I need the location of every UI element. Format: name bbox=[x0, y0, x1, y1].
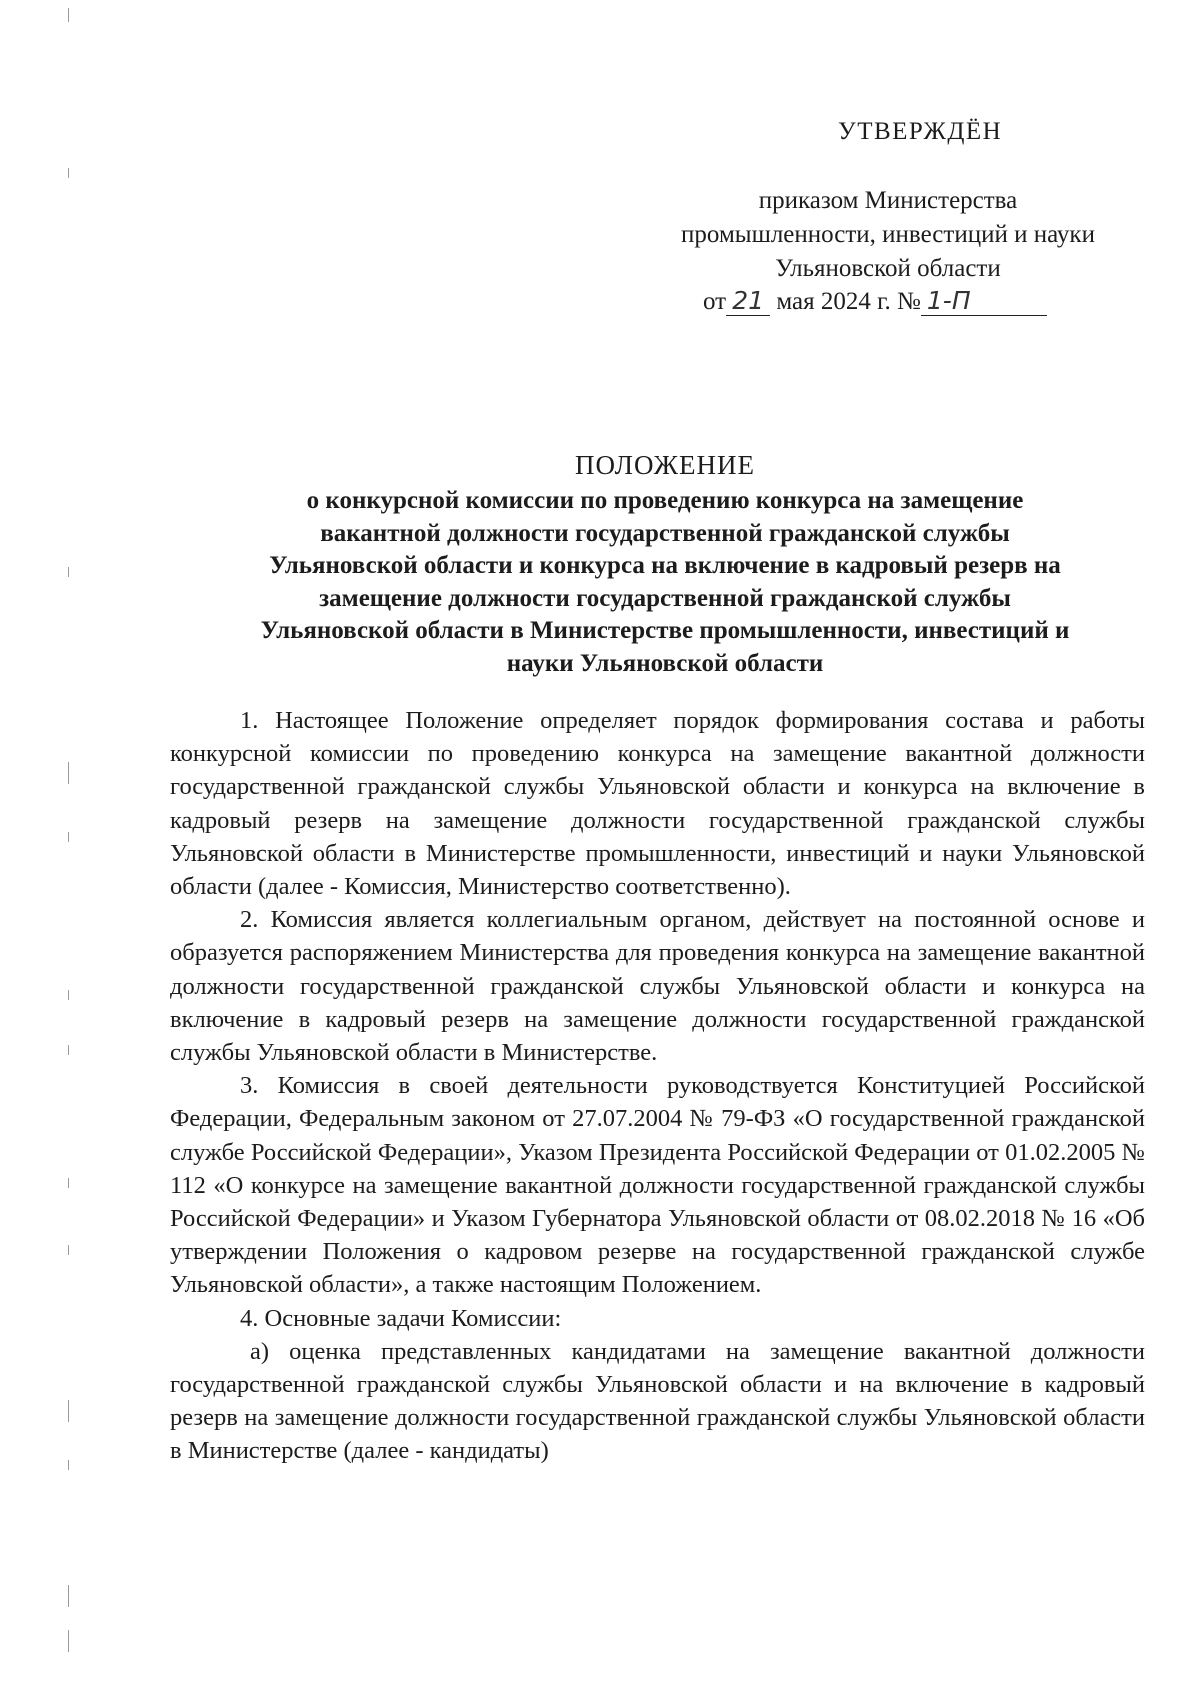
paragraph-4: 4. Основные задачи Комиссии: bbox=[240, 1304, 562, 1332]
scan-edge-mark bbox=[68, 1585, 69, 1607]
handwritten-order-number: 1-П bbox=[921, 286, 1047, 316]
subtitle-line: науки Ульяновской области bbox=[506, 649, 824, 677]
scan-edge-mark bbox=[68, 1400, 69, 1422]
approval-order-line: промышленности, инвестиций и науки bbox=[681, 221, 1095, 248]
document-title: ПОЛОЖЕНИЕ bbox=[575, 450, 755, 480]
date-prefix: от bbox=[703, 288, 727, 315]
scan-edge-mark bbox=[68, 1460, 69, 1470]
document-body bbox=[170, 704, 1145, 1468]
subtitle-line: Ульяновской области и конкурса на включение в кадровый резерв на bbox=[269, 552, 1061, 579]
date-rest: мая 2024 г. № bbox=[776, 288, 921, 315]
scan-edge-mark bbox=[68, 1178, 69, 1188]
scan-edge-mark bbox=[68, 1045, 69, 1055]
scan-edge-mark bbox=[68, 762, 69, 784]
paragraph-1: 1. Настоящее Положение определяет порядок формирования состава и работы конкурсной комиссии по проведению конкурса на замещение вакантной должности государственной гражданской службы Ульяновской области и конкурса на включение в кадровый резерв на замещение должности государственной гражданской службы Ульяновской области в Министерстве промышленности, инвестиций и науки Ульяновской области (далее - Комиссия, Министерство соответственно). bbox=[170, 707, 1145, 901]
approval-title: УТВЕРЖДЁН bbox=[838, 118, 1003, 145]
scan-edge-mark bbox=[68, 567, 69, 577]
scan-edge-mark bbox=[68, 832, 69, 842]
scan-edge-mark bbox=[68, 1630, 69, 1652]
handwritten-day: 21 bbox=[726, 286, 770, 316]
approval-order-block bbox=[638, 184, 1138, 286]
subtitle-line: Ульяновской области в Министерстве промышленности, инвестиций и bbox=[260, 617, 1070, 644]
document-heading bbox=[160, 450, 1170, 680]
subtitle-line: замещение должности государственной гражданской службы bbox=[319, 584, 1011, 612]
subtitle-line: вакантной должности государственной гражданской службы bbox=[320, 519, 1010, 547]
scan-edge-mark bbox=[68, 168, 69, 178]
subtitle-line: о конкурсной комиссии по проведению конкурса на замещение bbox=[306, 487, 1024, 514]
paragraph-3: 3. Комиссия в своей деятельности руководствуется Конституцией Российской Федерации, Федеральным законом от 27.07.2004 № 79-ФЗ «О государственной гражданской службе Российской Федерации», Указом Президента Российской Федерации от 01.02.2005 № 112 «О конкурсе на замещение вакантной должности государственной гражданской службы Российской Федерации» и Указом Губернатора Ульяновской области от 08.02.2018 № 16 «Об утверждении Положения о кадровом резерве на государственной гражданской службе Ульяновской области», а также настоящим Положением. bbox=[170, 1072, 1145, 1299]
subparagraph-a: а) оценка представленных кандидатами на замещение вакантной должности государственной гражданской службы Ульяновской области и на включение в кадровый резерв на замещение должности государственной гражданской службы Ульяновской области в Министерстве (далее - кандидаты) bbox=[170, 1337, 1145, 1465]
scan-edge-mark bbox=[68, 990, 69, 1000]
scan-edge-mark bbox=[68, 1245, 69, 1255]
paragraph-2: 2. Комиссия является коллегиальным органом, действует на постоянной основе и образуется распоряжением Министерства для проведения конкурса на замещение вакантной должности государственной гражданской службы Ульяновской области и конкурса на включение в кадровый резерв на замещение должности государственной гражданской службы Ульяновской области в Министерстве. bbox=[170, 906, 1145, 1067]
approval-order-line: приказом Министерства bbox=[758, 187, 1018, 214]
scan-edge-mark bbox=[68, 8, 69, 22]
approval-date-line bbox=[703, 286, 1047, 316]
document-subtitle bbox=[160, 485, 1170, 680]
approval-order-line: Ульяновской области bbox=[775, 255, 1001, 282]
